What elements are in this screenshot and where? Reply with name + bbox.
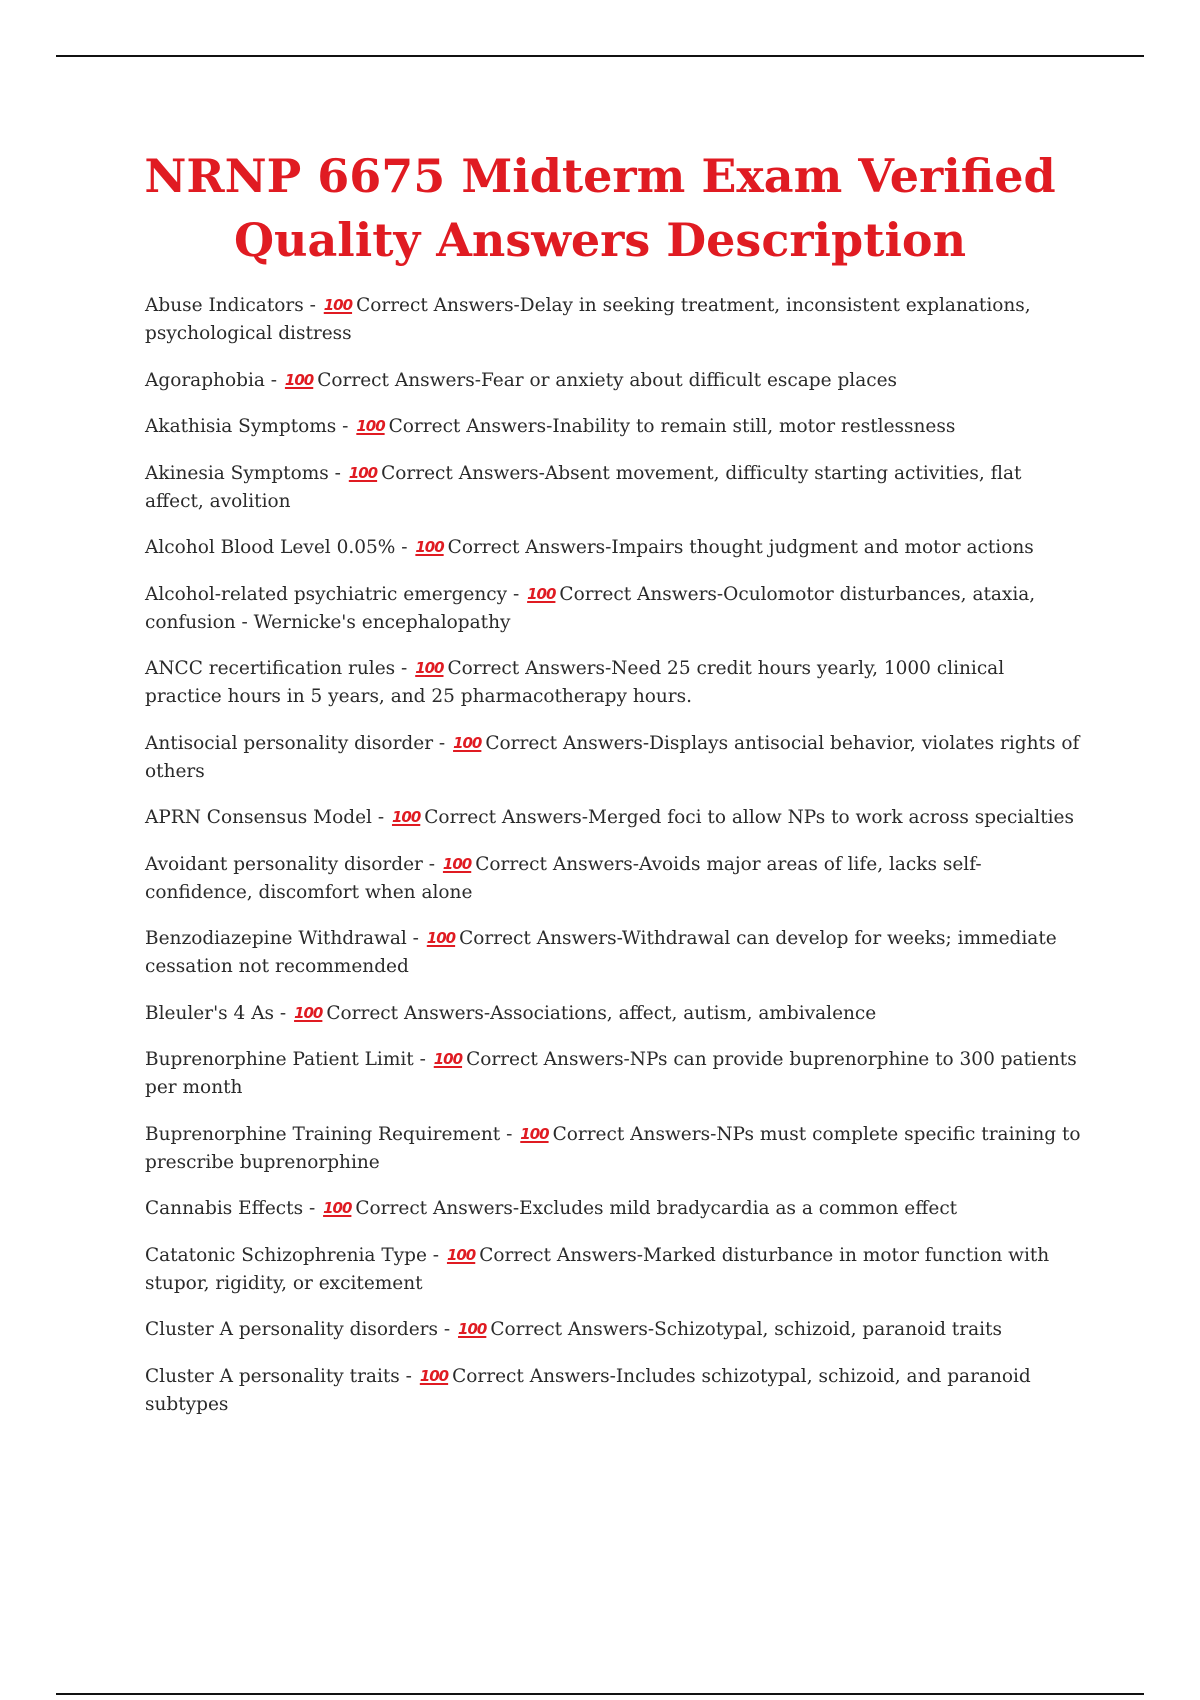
hundred-points-icon: 100 [446, 1245, 476, 1264]
entry-term: Avoidant personality disorder - [145, 853, 441, 875]
entry-answer: Correct Answers-NPs can provide buprenorphine to 300 patients per month [145, 1049, 1077, 1098]
list-item [145, 1046, 1085, 1102]
entry-answer: Correct Answers-Displays antisocial behavior, violates rights of others [145, 732, 1080, 782]
hundred-points-icon: 100 [415, 659, 444, 677]
entry-term: Benzodiazepine Withdrawal - [145, 928, 425, 949]
entry-term: Akathisia Symptoms - [145, 416, 355, 437]
list-item [145, 730, 1085, 786]
page-title: NRNP 6675 Midterm Exam Verified Quality Answers Description [144, 149, 1056, 267]
hundred-points-icon: 100 [453, 733, 482, 752]
entry-answer: Correct Answers-Excludes mild bradycardia as a common effect [355, 1198, 958, 1219]
entry-answer: Correct Answers-Associations, affect, autism, ambivalence [326, 1002, 877, 1024]
hundred-points-icon: 100 [442, 854, 472, 873]
hundred-points-icon: 100 [323, 296, 353, 314]
list-item [145, 655, 1085, 711]
entry-term: Buprenorphine Training Requirement - [145, 1123, 519, 1145]
hundred-points-icon: 100 [356, 417, 385, 435]
entry-answer: Correct Answers-Merged foci to allow NPs to work across specialties [424, 807, 1075, 828]
entry-term: Catatonic Schizophrenia Type - [145, 1244, 445, 1266]
entry-answer: Correct Answers-Schizotypal, schizoid, paranoid traits [490, 1319, 1002, 1340]
entry-answer: Correct Answers-Includes schizotypal, schizoid, and paranoid subtypes [145, 1365, 1031, 1415]
list-item [145, 1000, 1085, 1028]
hundred-points-icon: 100 [419, 1366, 449, 1385]
list-item [145, 1121, 1085, 1177]
entry-term: Alcohol Blood Level 0.05% - [145, 537, 414, 558]
bottom-rule [56, 1693, 1144, 1695]
entry-answer: Correct Answers-Delay in seeking treatment, inconsistent explanations, psychological distress [145, 295, 1031, 344]
list-item [145, 413, 1085, 441]
entry-term: Bleuler's 4 As - [145, 1002, 293, 1024]
hundred-points-icon: 100 [520, 1124, 549, 1143]
list-item [145, 804, 1085, 832]
entry-answer: Correct Answers-Avoids major areas of life, lacks self-confidence, discomfort when alone [145, 853, 982, 903]
entry-answer: Correct Answers-Absent movement, difficulty starting activities, flat affect, avolition [145, 462, 1022, 512]
list-item [145, 925, 1085, 981]
qa-list [145, 292, 1085, 1437]
entry-term: Cluster A personality disorders - [145, 1319, 457, 1340]
hundred-points-icon: 100 [433, 1050, 463, 1068]
list-item [145, 1195, 1085, 1223]
hundred-points-icon: 100 [426, 929, 456, 947]
entry-answer: Correct Answers-Impairs thought judgment and motor actions [447, 537, 1034, 558]
list-item [145, 534, 1085, 562]
entry-term: Cluster A personality traits - [145, 1365, 418, 1387]
entry-term: Cannabis Effects - [145, 1198, 322, 1219]
hundred-points-icon: 100 [284, 370, 314, 389]
entry-term: Agoraphobia - [145, 369, 283, 391]
entry-term: ANCC recertification rules - [145, 658, 414, 679]
list-item [145, 460, 1085, 516]
list-item [145, 581, 1085, 637]
entry-term: APRN Consensus Model - [145, 807, 390, 828]
hundred-points-icon: 100 [294, 1003, 323, 1022]
list-item [145, 1316, 1085, 1344]
list-item [145, 1363, 1085, 1419]
entry-answer: Correct Answers-Need 25 credit hours yearly, 1000 clinical practice hours in 5 years, and 25 pharmacotherapy hours. [145, 658, 1005, 707]
list-item [145, 1242, 1085, 1298]
hundred-points-icon: 100 [323, 1199, 352, 1217]
entry-term: Akinesia Symptoms - [145, 462, 347, 484]
entry-answer: Correct Answers-Fear or anxiety about difficult escape places [317, 369, 898, 391]
entry-answer: Correct Answers-Oculomotor disturbances, ataxia, confusion - Wernicke's encephalopathy [145, 583, 1036, 633]
entry-term: Abuse Indicators - [145, 295, 322, 316]
entry-answer: Correct Answers-NPs must complete specific training to prescribe buprenorphine [145, 1123, 1081, 1173]
entry-answer: Correct Answers-Inability to remain still, motor restlessness [388, 416, 956, 437]
entry-term: Buprenorphine Patient Limit - [145, 1049, 432, 1070]
list-item [145, 851, 1085, 907]
hundred-points-icon: 100 [458, 1320, 487, 1338]
entry-answer: Correct Answers-Marked disturbance in motor function with stupor, rigidity, or excitement [145, 1244, 1050, 1294]
list-item [145, 367, 1085, 395]
hundred-points-icon: 100 [415, 538, 444, 556]
entry-term: Alcohol-related psychiatric emergency - [145, 583, 526, 605]
top-rule [56, 55, 1144, 57]
entry-term: Antisocial personality disorder - [145, 732, 452, 754]
entry-answer: Correct Answers-Withdrawal can develop for weeks; immediate cessation not recommended [145, 928, 1057, 977]
hundred-points-icon: 100 [391, 808, 421, 826]
list-item [145, 292, 1085, 348]
hundred-points-icon: 100 [527, 584, 556, 603]
hundred-points-icon: 100 [348, 463, 378, 482]
